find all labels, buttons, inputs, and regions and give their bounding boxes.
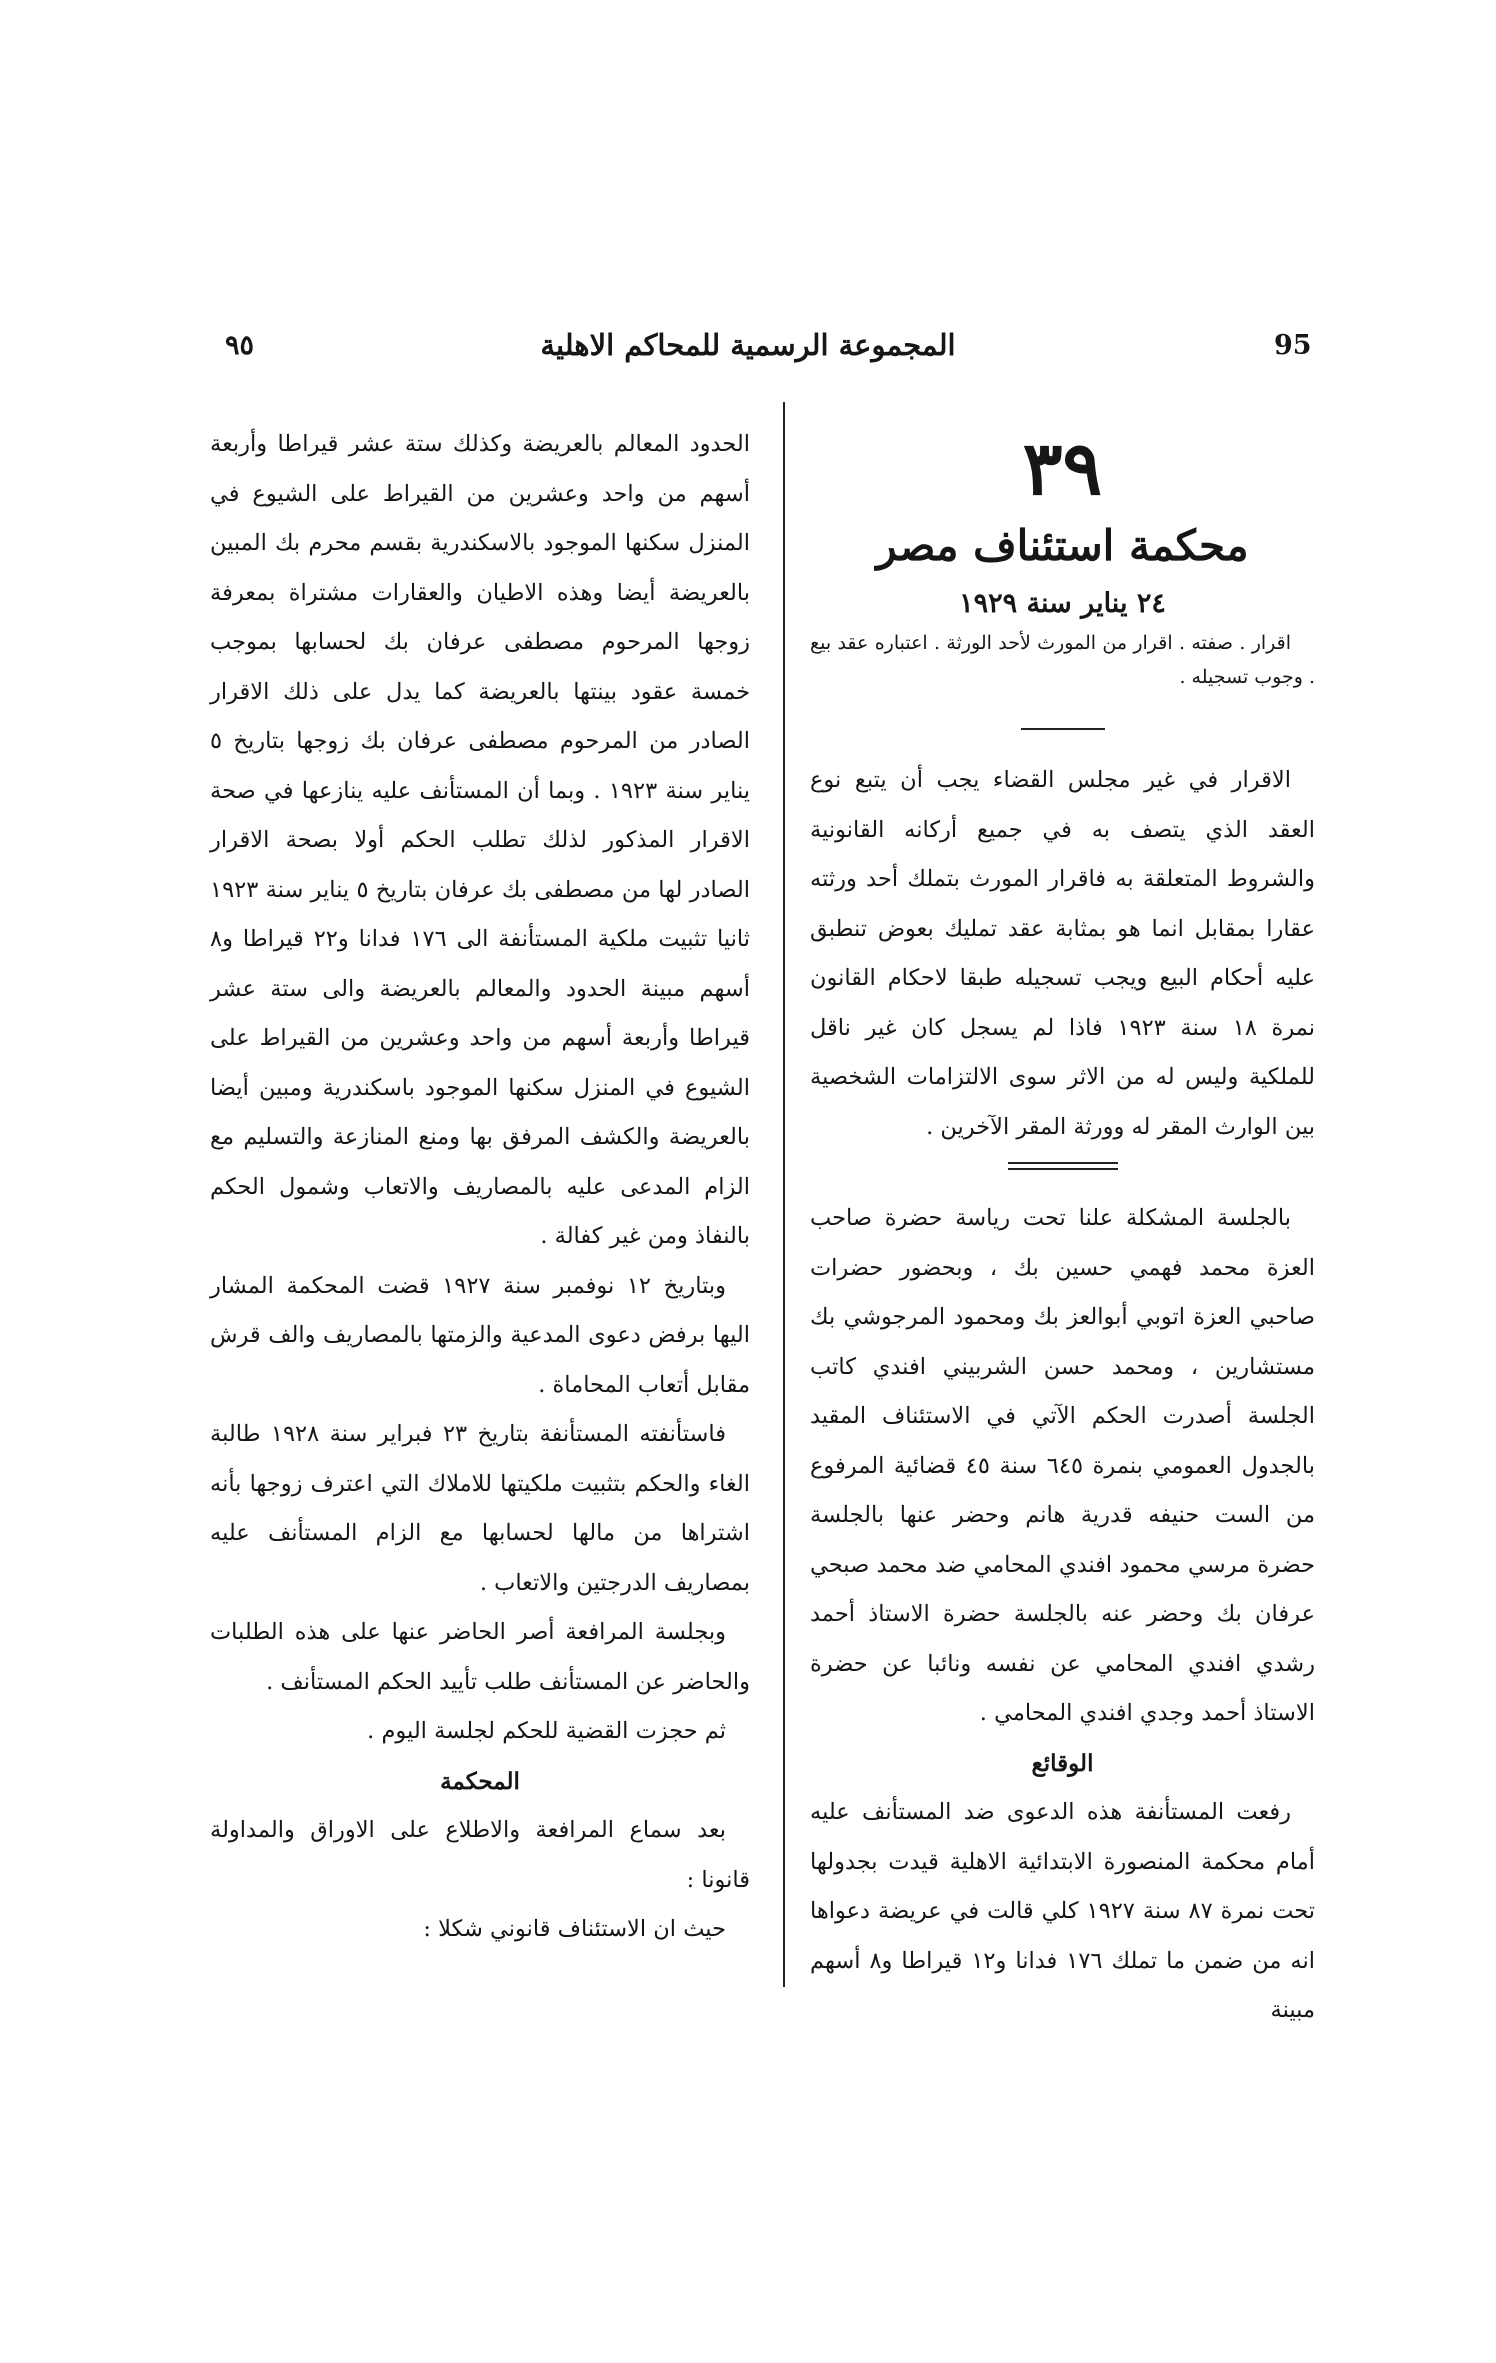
judgment-paragraph: وبتاريخ ١٢ نوفمبر سنة ١٩٢٧ قضت المحكمة المشار اليها برفض دعوى المدعية والزمتها بالمصاريف والف قرش مقابل أتعاب المحاماة . [210, 1272, 750, 1398]
short-divider [1021, 728, 1105, 730]
case-number: ٣٩ [1022, 426, 1103, 512]
running-title: المجموعة الرسمية للمحاكم الاهلية [540, 328, 956, 362]
pleading-paragraph: وبجلسة المرافعة أصر الحاضر عنها على هذه الطلبات والحاضر عن المستأنف طلب تأييد الحكم المستأنف . [210, 1619, 750, 1695]
case-keywords: اقرار . صفته . اقرار من المورث لأحد الورثة . اعتباره عقد بيع . وجوب تسجيله . [810, 632, 1315, 688]
reserved-paragraph: ثم حجزت القضية للحكم لجلسة اليوم . [367, 1718, 726, 1744]
headnote-paragraph: الاقرار في غير مجلس القضاء يجب أن يتبع نوع العقد الذي يتصف به في جميع أركانه القانونية والشروط المتعلقة به فاقرار المورث بتملك أحد ورثته عقارا بمقابل انما هو بمثابة عقد تمليك بعوض تنطبق عليه أحكام البيع ويجب تسجيله طبقا لاحكام القانون نمرة ١٨ سنة ١٩٢٣ فاذا لم يسجل كان غير ناقل للملكية وليس له من الاثر سوى الالتزامات الشخصية بين الوارث المقر له وورثة المقر الآخرين . [810, 767, 1316, 1140]
session-paragraph: بالجلسة المشكلة علنا تحت رياسة حضرة صاحب العزة محمد فهمي حسين بك ، وبحضور حضرات صاحبي العزة اتوبي أبوالعز بك ومحمود المرجوشي بك مستشارين ، ومحمد حسن الشربيني افندي كاتب الجلسة أصدرت الحكم الآتي في الاستئناف المقيد بالجدول العمومي بنمرة ٦٤٥ سنة ٤٥ قضائية المرفوع من الست حنيفه قدرية هانم وحضر عنها بالجلسة حضرة مرسي محمود افندي المحامي ضد محمد صبحي عرفان بك وحضر عنه بالجلسة حضرة الاستاذ أحمد رشدي افندي المحامي عن نفسه ونائبا عن حضرة الاستاذ أحمد وجدي افندي المحامي . [810, 1205, 1315, 1726]
facts-heading: الوقائع [1031, 1749, 1094, 1777]
case-date: ٢٤ يناير سنة ١٩٢٩ [959, 588, 1166, 619]
court-heading: المحكمة [440, 1767, 520, 1795]
continuation-paragraph: الحدود المعالم بالعريضة وكذلك ستة عشر قيراطا وأربعة أسهم من واحد وعشرين من القيراط على الشيوع في المنزل سكنها الموجود بالاسكندرية بقسم محرم بك المبين بالعريضة أيضا وهذه الاطيان والعقارات مشتراة بمعرفة زوجها المرحوم مصطفى عرفان بك لحسابها بموجب خمسة عقود بينتها بالعريضة كما يدل على ذلك الاقرار الصادر من المرحوم مصطفى عرفان بك زوجها بتاريخ ٥ يناير سنة ١٩٢٣ . وبما أن المستأنف عليه ينازعها في صحة الاقرار المذكور لذلك تطلب الحكم أولا بصحة الاقرار الصادر لها من مصطفى بك عرفان بتاريخ ٥ يناير سنة ١٩٢٣ ثانيا تثبيت ملكية المستأنفة الى ١٧٦ فدانا و٢٢ قيراطا و٨ أسهم مبينة الحدود والمعالم بالعريضة والى ستة عشر قيراطا وأربعة أسهم من واحد وعشرين من القيراط على الشيوع في المنزل سكنها الموجود باسكندرية ومبين أيضا بالعريضة والكشف المرفق بها ومنع المنازعة والتسليم مع الزام المدعى عليه بالمصاريف والاتعاب وشمول الحكم بالنفاذ ومن غير كفالة . [210, 431, 751, 1249]
form-paragraph: حيث ان الاستئناف قانوني شكلا : [423, 1916, 726, 1942]
double-divider [1008, 1162, 1118, 1170]
facts-paragraph: رفعت المستأنفة هذه الدعوى ضد المستأنف عليه أمام محكمة المنصورة الابتدائية الاهلية قيدت بجدولها تحت نمرة ٨٧ سنة ١٩٢٧ كلي قالت في عريضة دعواها انه من ضمن ما تملك ١٧٦ فدانا و١٢ قيراطا و٨ أسهم مبينة [810, 1799, 1315, 2023]
column-divider [783, 402, 785, 1987]
page-number-latin: 95 [1274, 330, 1312, 361]
right-column [810, 424, 1315, 2036]
page-number-arabic: ٩٥ [225, 330, 255, 361]
deliberation-paragraph: بعد سماع المرافعة والاطلاع على الاوراق والمداولة قانونا : [210, 1817, 750, 1893]
left-column [210, 420, 750, 1955]
court-name: محكمة استئناف مصر [876, 521, 1249, 570]
appeal-paragraph: فاستأنفته المستأنفة بتاريخ ٢٣ فبراير سنة ١٩٢٨ طالبة الغاء والحكم بتثبيت ملكيتها للاملاك التي اعترف زوجها بأنه اشتراها من مالها لحسابها مع الزام المستأنف عليه بمصاريف الدرجتين والاتعاب . [210, 1421, 750, 1596]
